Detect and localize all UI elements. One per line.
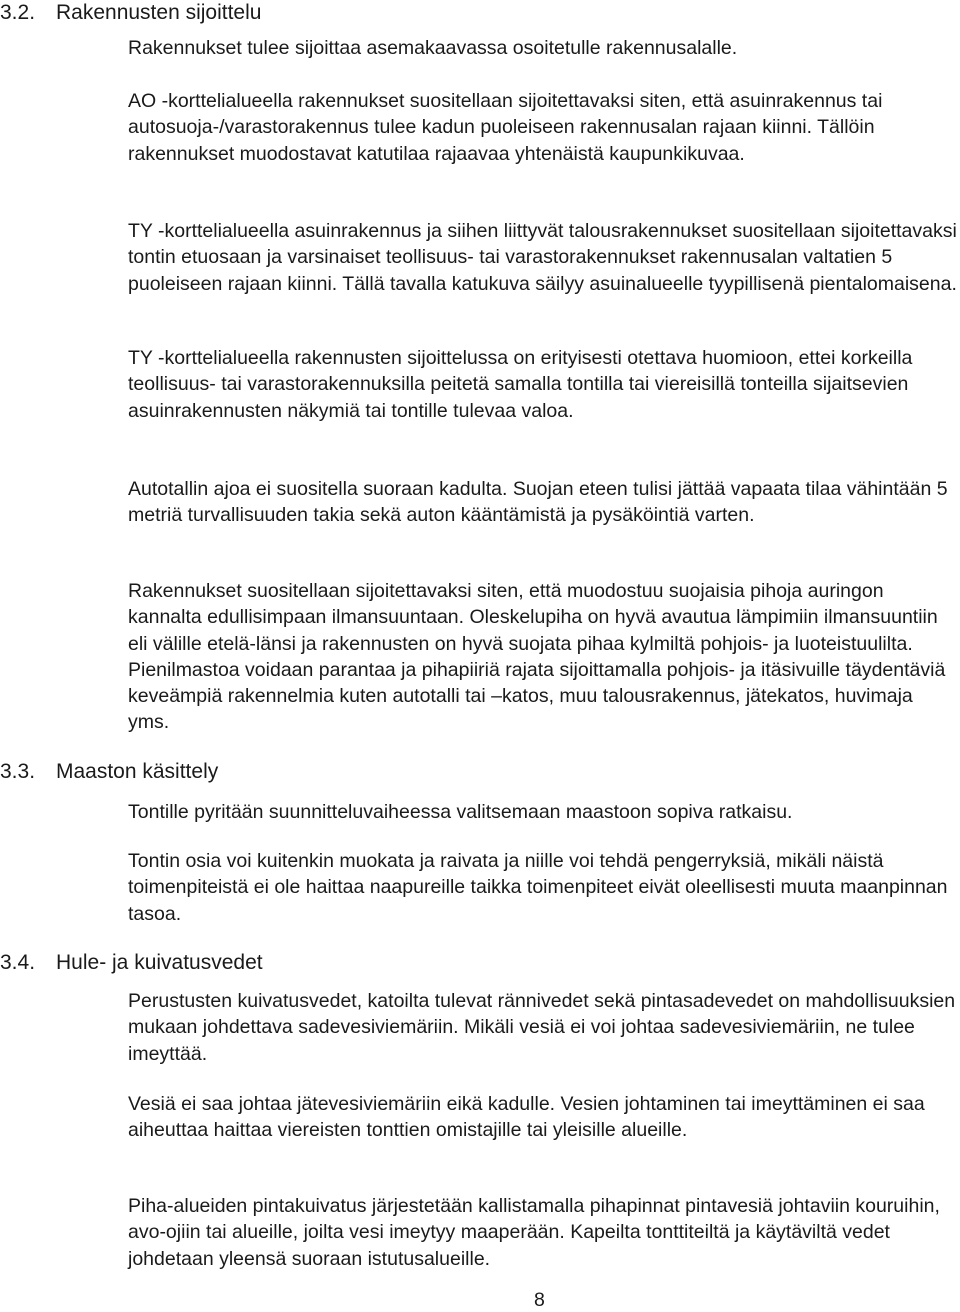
section-title: Rakennusten sijoittelu (56, 1, 262, 24)
paragraph: Rakennukset suositellaan sijoitettavaksi siten, että muodostuu suojaisia pihoja auringon kannalta edullisimpaan ilmansuuntaan. Oleskelupiha on hyvä avautua lämpimiin ilmansuuntiin eli välille etelä-länsi ja rakennusten on hyvä suojata pihaa kylmiltä pohjois- ja luoteistuulilta. Pienilmastoa voidaan parantaa ja pihapiiriä rajata sijoittamalla pohjois- ja itäsivuille täydentäviä keveämpiä rakennelmia kuten autotalli tai –katos, muu talousrakennus, jätekatos, huvimaja yms. (128, 580, 946, 734)
paragraph: Tontin osia voi kuitenkin muokata ja raivata ja niille voi tehdä pengerryksiä, mikäli näistä toimenpiteistä ei ole haittaa naapureille taikka toimenpiteet eivät oleellisesti muuta maanpinnan tasoa. (128, 850, 948, 925)
section-title: Hule- ja kuivatusvedet (56, 951, 263, 974)
section-heading-3-4 (0, 950, 263, 976)
paragraph: TY -korttelialueella asuinrakennus ja siihen liittyvät talousrakennukset suositellaan sijoitettavaksi tontin etuosaan ja varsinaiset teollisuus- tai varastorakennukset rakennusalan valtatien 5 puoleiseen rajaan kiinni. Tällä tavalla katukuva säilyy asuinalueelle tyypillisenä pientalomaisena. (128, 220, 957, 295)
paragraph: Autotallin ajoa ei suositella suoraan kadulta. Suojan eteen tulisi jättää vapaata tilaa vähintään 5 metriä turvallisuuden takia sekä auton kääntämistä ja pysäköintiä varten. (128, 478, 948, 527)
paragraph: Perustusten kuivatusvedet, katoilta tulevat rännivedet sekä pintasadevedet on mahdollisuuksien mukaan johdettava sadevesiviemäriin. Mikäli vesiä ei voi johtaa sadevesiviemäriin, ne tulee imeyttää. (128, 990, 956, 1065)
section-number: 3.4. (0, 951, 36, 974)
section-heading-3-2 (0, 0, 261, 26)
paragraph: Piha-alueiden pintakuivatus järjestetään kallistamalla pihapinnat pintavesiä johtaviin kouruihin, avo-ojiin tai alueille, joilta vesi imeytyy maaperään. Kapeilta tonttiteiltä ja käytäviltä vedet johdetaan yleensä suoraan istutusalueille. (128, 1195, 940, 1270)
paragraph: Rakennukset tulee sijoittaa asemakaavassa osoitetulle rakennusalalle. (128, 37, 738, 59)
paragraph: TY -korttelialueella rakennusten sijoittelussa on erityisesti otettava huomioon, ettei korkeilla teollisuus- tai varastorakennuksilla peitetä samalla tontilla tai viereisillä tonteilla sijaitsevien asuinrakennusten näkymiä tai tontille tulevaa valoa. (128, 347, 913, 422)
section-heading-3-3 (0, 759, 218, 785)
page-number: 8 (534, 1289, 545, 1311)
paragraph: AO -korttelialueella rakennukset suositellaan sijoitettavaksi siten, että asuinrakennus tai autosuoja-/varastorakennus tulee kadun puoleiseen rakennusalan rajaan kiinni. Tällöin rakennukset muodostavat katutilaa rajaavaa yhtenäistä kaupunkikuvaa. (128, 90, 883, 165)
paragraph: Tontille pyritään suunnitteluvaiheessa valitsemaan maastoon sopiva ratkaisu. (128, 801, 793, 823)
section-number: 3.3. (0, 760, 36, 783)
section-number: 3.2. (0, 1, 36, 24)
paragraph: Vesiä ei saa johtaa jätevesiviemäriin eikä kadulle. Vesien johtaminen tai imeyttäminen ei saa aiheuttaa haittaa viereisten tonttien omistajille tai yleisille alueille. (128, 1093, 925, 1142)
section-title: Maaston käsittely (56, 760, 219, 783)
